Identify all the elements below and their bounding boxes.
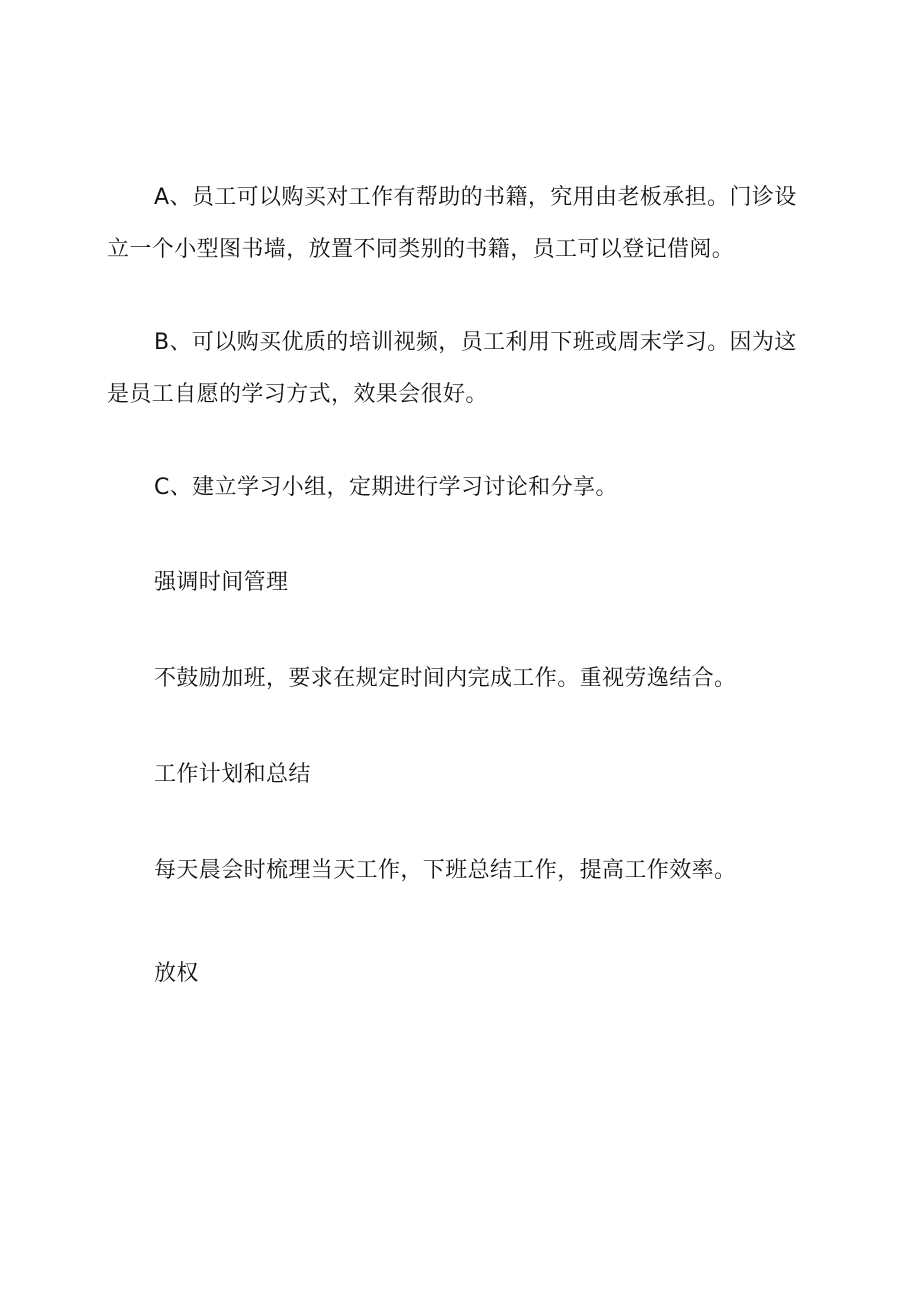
paragraph-c — [107, 462, 823, 514]
paragraph-morning-meeting-text: 每天晨会时梳理当天工作，下班总结工作，提高工作效率。 — [154, 858, 737, 883]
heading-delegation — [107, 948, 823, 1000]
heading-time-management-text: 强调时间管理 — [154, 570, 289, 595]
paragraph-b-line-1: B、可以购买优质的培训视频，员工利用下班或周末学习。因为这 — [154, 330, 797, 355]
paragraph-overtime — [107, 653, 823, 705]
heading-time-management — [107, 557, 823, 609]
paragraph-b-line-2: 是员工自愿的学习方式，效果会很好。 — [107, 382, 488, 407]
paragraph-a-line-2: 立一个小型图书墙，放置不同类别的书籍，员工可以登记借阅。 — [107, 237, 735, 262]
heading-work-plan — [107, 749, 823, 801]
paragraph-a — [107, 172, 823, 276]
heading-work-plan-text: 工作计划和总结 — [154, 762, 311, 787]
paragraph-a-line-1: A、员工可以购买对工作有帮助的书籍，究用由老板承担。门诊设 — [154, 185, 797, 210]
paragraph-b — [107, 317, 823, 421]
paragraph-morning-meeting — [107, 845, 823, 897]
paragraph-overtime-text: 不鼓励加班，要求在规定时间内完成工作。重视劳逸结合。 — [154, 666, 737, 691]
paragraph-c-line-1: C、建立学习小组，定期进行学习讨论和分享。 — [154, 475, 618, 500]
heading-delegation-text: 放权 — [154, 961, 199, 986]
